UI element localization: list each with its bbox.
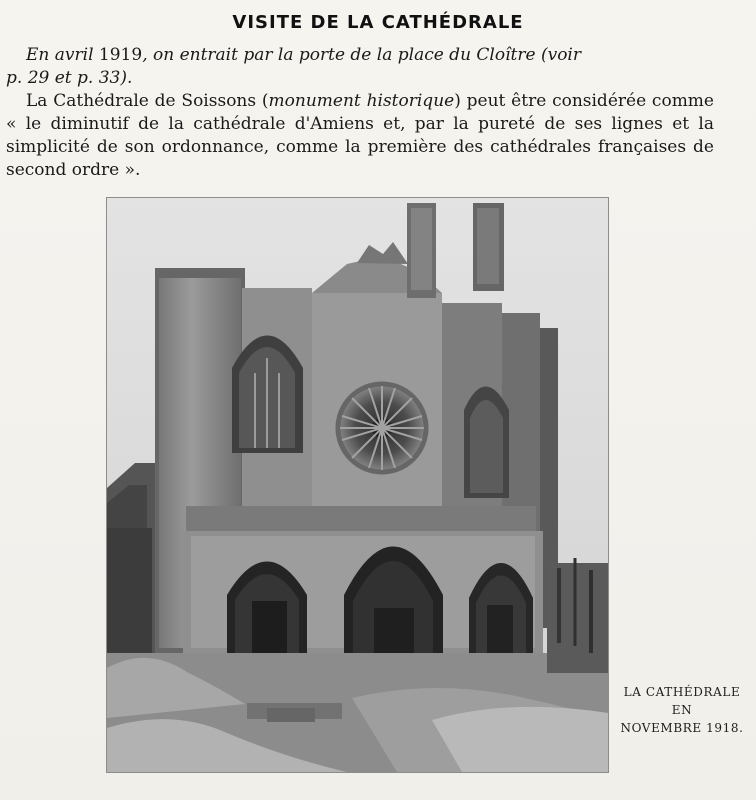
paragraph-description: [6, 90, 714, 182]
paragraph-description-start: La Cathédrale de Soissons (: [26, 91, 269, 111]
page-title: VISITE DE LA CATHÉDRALE: [232, 12, 524, 33]
photo-caption: [616, 683, 748, 737]
paragraph-intro-lead: En avril: [26, 45, 94, 65]
paragraph-description-italic: monument historique: [268, 91, 455, 111]
caption-line-1: LA CATHÉDRALE: [623, 685, 741, 699]
right-trees: [547, 558, 608, 673]
document-text: [6, 44, 714, 182]
cathedral-photo-illustration: [107, 198, 608, 772]
caption-line-3: NOVEMBRE 1918.: [620, 721, 744, 735]
paragraph-description-end: ) peut être considérée comme « le diminutif de la cathédrale d'Amiens et, par la pureté de ses lignes et la simplicité de son ordonnance, comme la première des cathédrales françaises de second ordre ».: [6, 91, 714, 180]
paragraph-intro-text: , on entrait par la porte de la place du Cloître (voir: [142, 45, 581, 65]
paragraph-intro-reference: p. 29 et p. 33).: [6, 68, 133, 88]
paragraph-intro: [6, 44, 714, 90]
cathedral-photo: [106, 197, 609, 773]
left-side-buildings: [107, 463, 155, 678]
paragraph-intro-year: 1919: [98, 45, 143, 65]
ground-foreground: [107, 653, 608, 772]
caption-line-2: EN: [671, 703, 693, 717]
